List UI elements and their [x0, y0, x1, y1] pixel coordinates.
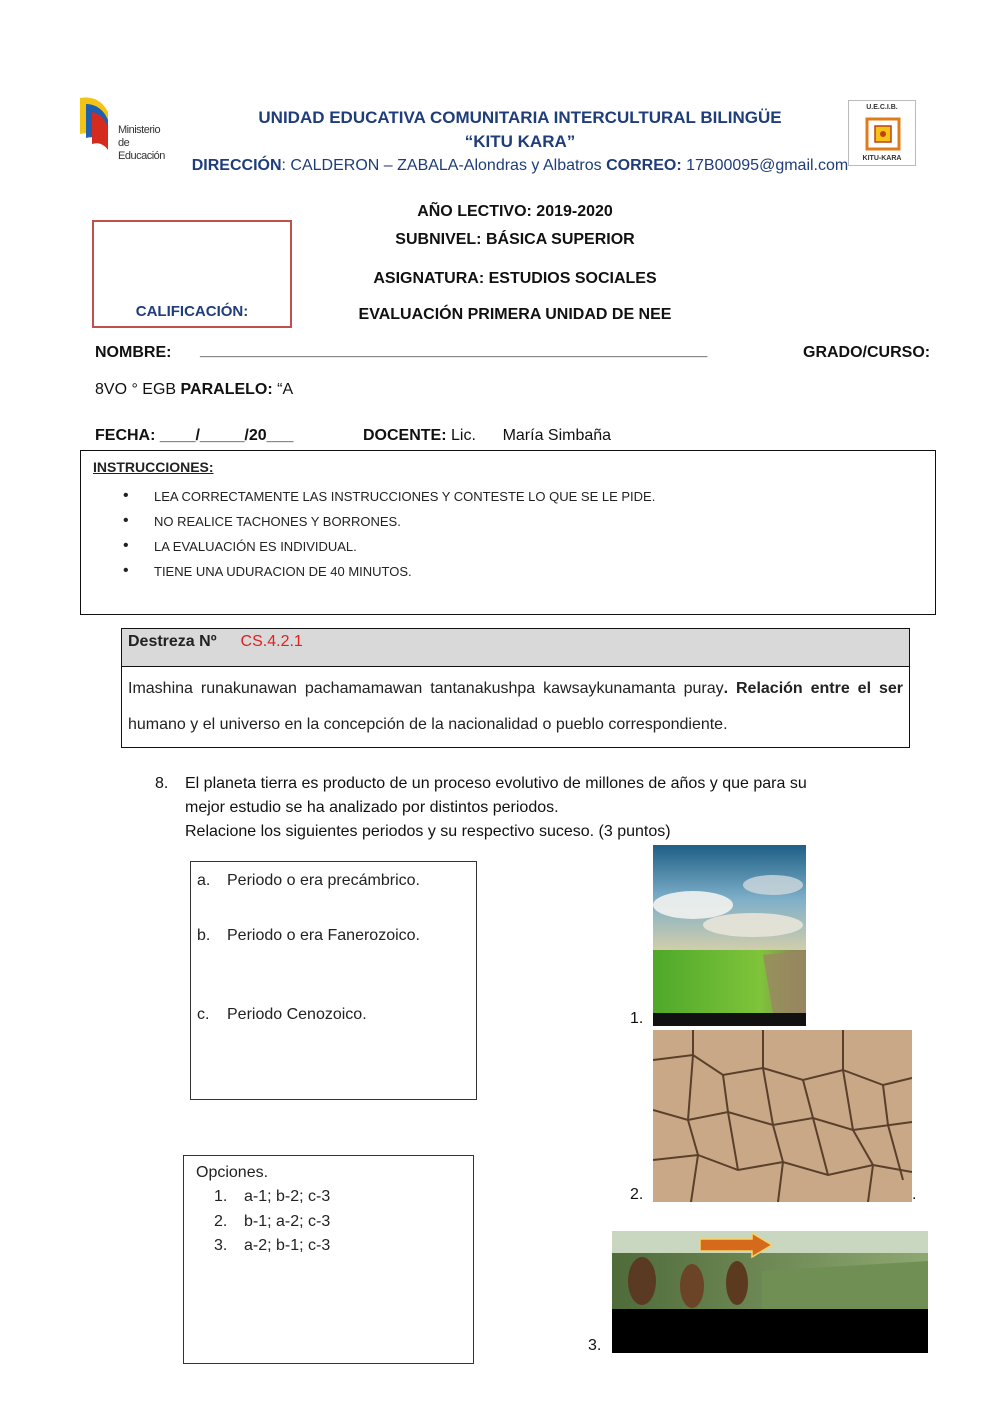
- question-line2: mejor estudio se ha analizado por distintos periodos.: [185, 799, 559, 816]
- sublevel: SUBNIVEL: BÁSICA SUPERIOR: [395, 231, 635, 248]
- period-item: [197, 927, 420, 945]
- parallel-value: “A: [272, 381, 294, 398]
- period-letter: b.: [197, 927, 211, 944]
- period-text: Periodo o era Fanerozoico.: [227, 927, 420, 944]
- name-label: NOMBRE:: [95, 344, 172, 361]
- address-line: [140, 157, 900, 175]
- name-field[interactable]: _________________________________________________________: [200, 342, 708, 359]
- period-letter: c.: [197, 1006, 210, 1023]
- option-text: a-1; b-2; c-3: [244, 1188, 331, 1205]
- skill-description: [122, 667, 909, 747]
- period-text: Periodo Cenozoico.: [227, 1006, 367, 1023]
- teacher-line: [363, 427, 611, 445]
- crest-top-text: U.E.C.I.B.: [866, 104, 898, 111]
- address-label: DIRECCIÓN: [191, 157, 282, 174]
- period-item: [197, 1006, 367, 1024]
- option-item[interactable]: [214, 1188, 330, 1213]
- option-number: 2.: [214, 1212, 228, 1230]
- instruction-item: • LEA CORRECTAMENTE LAS INSTRUCCIONES Y CONTESTE LO QUE SE LE PIDE.: [121, 489, 655, 514]
- school-short-name: “KITU KARA”: [464, 132, 576, 151]
- cracked-earth-image: [653, 1030, 912, 1202]
- teacher-label: DOCENTE:: [363, 427, 447, 444]
- question-number: 8.: [155, 775, 169, 792]
- instruction-item: • LA EVALUACIÓN ES INDIVIDUAL.: [121, 539, 655, 564]
- course-label: GRADO/CURSO:: [803, 344, 931, 361]
- period-text: Periodo o era precámbrico.: [227, 872, 420, 889]
- skill-text-bold: . Relación entre el ser: [723, 680, 903, 697]
- skill-text-kichwa: Imashina runakunawan pachamamawan tantanakushpa kawsaykunamanta puray: [128, 680, 724, 697]
- options-list: [214, 1188, 330, 1262]
- grade-box[interactable]: [92, 220, 292, 328]
- evaluation-title: EVALUACIÓN PRIMERA UNIDAD DE NEE: [358, 306, 672, 323]
- ministry-logo-line2: de Educación: [118, 137, 165, 162]
- periods-box: [190, 861, 477, 1100]
- date-field[interactable]: FECHA: ____/_____/20___: [95, 427, 294, 444]
- email-label: CORREO:: [606, 157, 682, 174]
- options-box: [183, 1155, 474, 1364]
- image-label-2: 2.: [630, 1186, 644, 1203]
- skill-label: Destreza Nº: [128, 633, 217, 650]
- landscape-image: [653, 845, 806, 1026]
- skill-table: [121, 628, 910, 748]
- grade-label: CALIFICACIÓN:: [135, 303, 249, 320]
- parallel-label: PARALELO:: [180, 381, 273, 398]
- teacher-value: Lic. María Simbaña: [446, 427, 612, 444]
- early-humans-image: [612, 1231, 928, 1353]
- period-item: [197, 872, 420, 890]
- option-text: a-2; b-1; c-3: [244, 1237, 331, 1254]
- image-label-1: 1.: [630, 1010, 644, 1027]
- course-line: [95, 381, 293, 399]
- skill-text-rest: humano y el universo en la concepción de la nacionalidad o pueblo correspondiente.: [128, 716, 728, 733]
- question-8: [155, 772, 915, 844]
- instruction-item: • TIENE UNA UDURACION DE 40 MINUTOS.: [121, 564, 655, 589]
- instructions-box: [80, 450, 936, 615]
- course-value: 8VO ° EGB: [95, 381, 181, 398]
- subject: ASIGNATURA: ESTUDIOS SOCIALES: [373, 270, 657, 287]
- skill-header: [122, 629, 909, 667]
- option-text: b-1; a-2; c-3: [244, 1212, 331, 1230]
- image-label-3: 3.: [588, 1337, 602, 1354]
- option-number: 1.: [214, 1188, 228, 1205]
- option-number: 3.: [214, 1237, 228, 1254]
- ministry-logo-line1: Ministerio: [118, 124, 161, 136]
- email-value: 17B00095@gmail.com: [681, 157, 849, 174]
- image-stray-dot: .: [912, 1186, 917, 1203]
- school-name: UNIDAD EDUCATIVA COMUNITARIA INTERCULTURAL BILINGÜE: [258, 108, 782, 127]
- ministry-logo: [78, 94, 178, 162]
- skill-code: CS.4.2.1: [240, 633, 303, 650]
- school-year: AÑO LECTIVO: 2019-2020: [417, 203, 613, 220]
- question-line1: El planeta tierra es producto de un proceso evolutivo de millones de años y que para su: [185, 775, 807, 792]
- period-letter: a.: [197, 872, 211, 889]
- option-item[interactable]: [214, 1213, 330, 1238]
- instructions-list: [121, 489, 655, 589]
- option-item[interactable]: [214, 1237, 330, 1262]
- crest-bottom-text: KITU-KARA: [862, 155, 902, 162]
- instructions-title: INSTRUCCIONES:: [93, 459, 214, 475]
- question-line3: Relacione los siguientes periodos y su respectivo suceso. (3 puntos): [185, 823, 671, 840]
- instruction-item: • NO REALICE TACHONES Y BORRONES.: [121, 514, 655, 539]
- address-value: : CALDERON – ZABALA-Alondras y Albatros: [281, 157, 607, 174]
- options-title: Opciones.: [196, 1164, 269, 1181]
